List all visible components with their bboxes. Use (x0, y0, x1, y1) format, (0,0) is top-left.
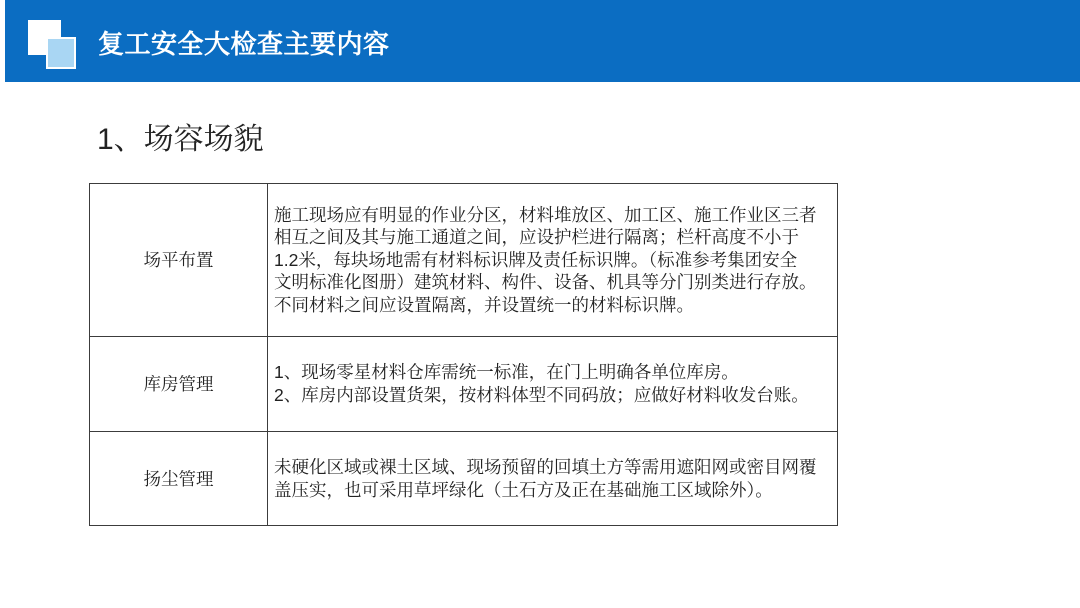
table-row (90, 184, 838, 337)
description-line: 不同材料之间应设置隔离，并设置统一的材料标识牌。 (274, 294, 694, 315)
description-line: 相互之间及其与施工通道之间，应设护栏进行隔离；栏杆高度不小于 (274, 227, 799, 248)
inspection-table (89, 183, 838, 526)
section-heading: 1、场容场貌 (97, 123, 264, 156)
header-bar (5, 0, 1080, 82)
logo-squares-icon (28, 20, 78, 68)
description-line: 1、现场零星材料仓库需统一标准，在门上明确各单位库房。 (274, 362, 739, 383)
row-label: 库房管理 (90, 337, 268, 432)
row-description (268, 432, 838, 526)
row-description (268, 184, 838, 337)
page-title: 复工安全大检查主要内容 (98, 29, 390, 59)
table-row (90, 337, 838, 432)
description-line: 1.2米，每块场地需有材料标识牌及责任标识牌。（标准参考集团安全 (274, 249, 798, 270)
description-line: 未硬化区域或裸土区域、现场预留的回填土方等需用遮阳网或密目网覆 (274, 456, 817, 477)
description-line: 施工现场应有明显的作业分区，材料堆放区、加工区、施工作业区三者 (274, 204, 817, 225)
description-line: 2、库房内部设置货架，按材料体型不同码放；应做好材料收发台账。 (274, 385, 809, 405)
row-label: 场平布置 (90, 184, 268, 337)
description-line: 盖压实，也可采用草坪绿化（土石方及正在基础施工区域除外）。 (274, 479, 773, 500)
row-label: 扬尘管理 (90, 432, 268, 526)
table-row (90, 432, 838, 526)
description-line: 文明标准化图册）建筑材料、构件、设备、机具等分门别类进行存放。 (274, 272, 817, 293)
logo-square-accent (46, 37, 76, 69)
row-description (268, 337, 838, 432)
